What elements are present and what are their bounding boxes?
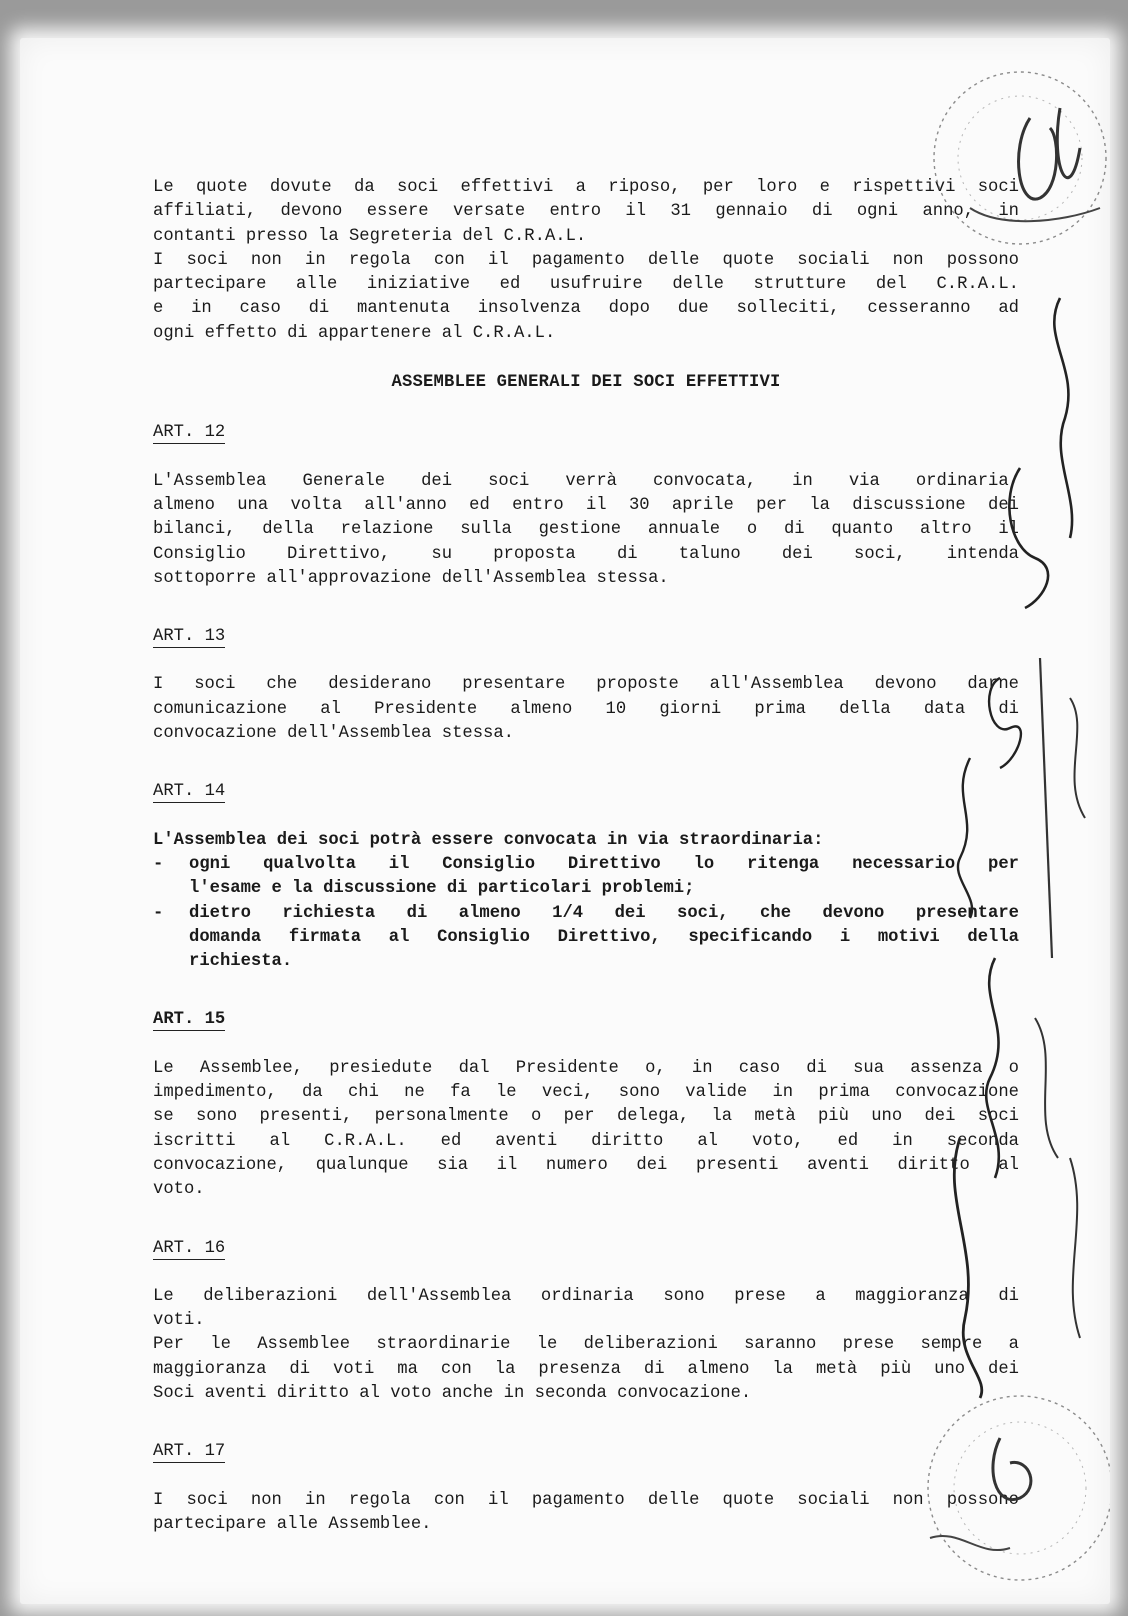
text-line: sottoporre all'approvazione dell'Assemblea stessa. (153, 568, 669, 588)
article-label-12: ART. 12 (153, 423, 226, 443)
text-line: ogni qualvolta il Consiglio Direttivo lo ritenga necessario per (189, 854, 1019, 874)
dash-bullet: - (153, 903, 164, 923)
list-item (153, 902, 1019, 975)
text-line: dietro richiesta di almeno 1/4 dei soci, che devono presentare (189, 903, 1019, 923)
text-line: l'esame e la discussione di particolari problemi; (189, 879, 695, 899)
text-line: convocazione dell'Assemblea stessa. (153, 724, 514, 744)
text-line: voti. (153, 1311, 205, 1331)
text-line: Soci aventi diritto al voto anche in seconda convocazione. (153, 1383, 752, 1403)
text-line: maggioranza di voti ma con la presenza di almeno la metà più uno dei (153, 1359, 1019, 1379)
text-line: se sono presenti, personalmente o per delega, la metà più uno dei soci (153, 1107, 1019, 1127)
intro-paragraph (153, 176, 1019, 346)
text-line: L'Assemblea Generale dei soci verrà convocata, in via ordinaria, (153, 471, 1019, 491)
article-13-text (153, 673, 1019, 746)
article-label-16: ART. 16 (153, 1238, 226, 1258)
list-item (153, 853, 1019, 902)
text-line: bilanci, della relazione sulla gestione annuale o di quanto altro il (153, 520, 1019, 540)
text-line: Le Assemblee, presiedute dal Presidente o, in caso di sua assenza o (153, 1058, 1019, 1078)
text-line: contanti presso la Segreteria del C.R.A.L. (153, 226, 587, 246)
dash-bullet: - (153, 854, 164, 874)
text-line: I soci non in regola con il pagamento delle quote sociali non possono (153, 250, 1019, 270)
text-line: Consiglio Direttivo, su proposta di taluno dei soci, intenda (153, 544, 1019, 564)
text-line: voto. (153, 1180, 205, 1200)
text-line: Le quote dovute da soci effettivi a riposo, per loro e rispettivi soci (153, 178, 1019, 197)
section-title: ASSEMBLEE GENERALI DEI SOCI EFFETTIVI (391, 373, 781, 393)
text-line: I soci che desiderano presentare proposte all'Assemblea devono darne (153, 675, 1019, 695)
article-15-text (153, 1057, 1019, 1203)
article-12-text (153, 470, 1019, 591)
article-16-text (153, 1285, 1019, 1406)
text-line: almeno una volta all'anno ed entro il 30 aprile per la discussione dei (153, 495, 1019, 515)
text-line: partecipare alle Assemblee. (153, 1514, 432, 1534)
text-line: affiliati, devono essere versate entro il 31 gennaio di ogni anno, in (153, 202, 1019, 222)
text-line: e in caso di mantenuta insolvenza dopo due solleciti, cesseranno ad (153, 299, 1019, 319)
text-line: comunicazione al Presidente almeno 10 giorni prima della data di (153, 699, 1019, 719)
text-line: Le deliberazioni dell'Assemblea ordinaria sono prese a maggioranza di (153, 1286, 1019, 1306)
article-label-13: ART. 13 (153, 627, 226, 647)
text-line: iscritti al C.R.A.L. ed aventi diritto al voto, ed in seconda (153, 1131, 1019, 1151)
article-label-15: ART. 15 (153, 1010, 226, 1030)
article-label-14: ART. 14 (153, 782, 226, 802)
document-body (153, 176, 1019, 1537)
article-14-list (153, 853, 1019, 974)
text-line: convocazione, qualunque sia il numero dei presenti aventi diritto al (153, 1155, 1019, 1175)
article-17-text (153, 1489, 1019, 1538)
text-line: ogni effetto di appartenere al C.R.A.L. (153, 323, 556, 343)
document-page (20, 38, 1110, 1604)
text-line: richiesta. (189, 952, 293, 972)
text-line: domanda firmata al Consiglio Direttivo, specificando i motivi della (189, 927, 1019, 947)
text-line: partecipare alle iniziative ed usufruire delle strutture del C.R.A.L. (153, 275, 1019, 295)
text-line: Per le Assemblee straordinarie le deliberazioni saranno prese sempre a (153, 1335, 1019, 1355)
article-14-text (153, 829, 1019, 975)
article-label-17: ART. 17 (153, 1442, 226, 1462)
text-line: impedimento, da chi ne fa le veci, sono valide in prima convocazione (153, 1083, 1019, 1103)
text-line: I soci non in regola con il pagamento delle quote sociali non possono (153, 1490, 1019, 1510)
text-line: L'Assemblea dei soci potrà essere convocata in via straordinaria: (153, 830, 824, 850)
